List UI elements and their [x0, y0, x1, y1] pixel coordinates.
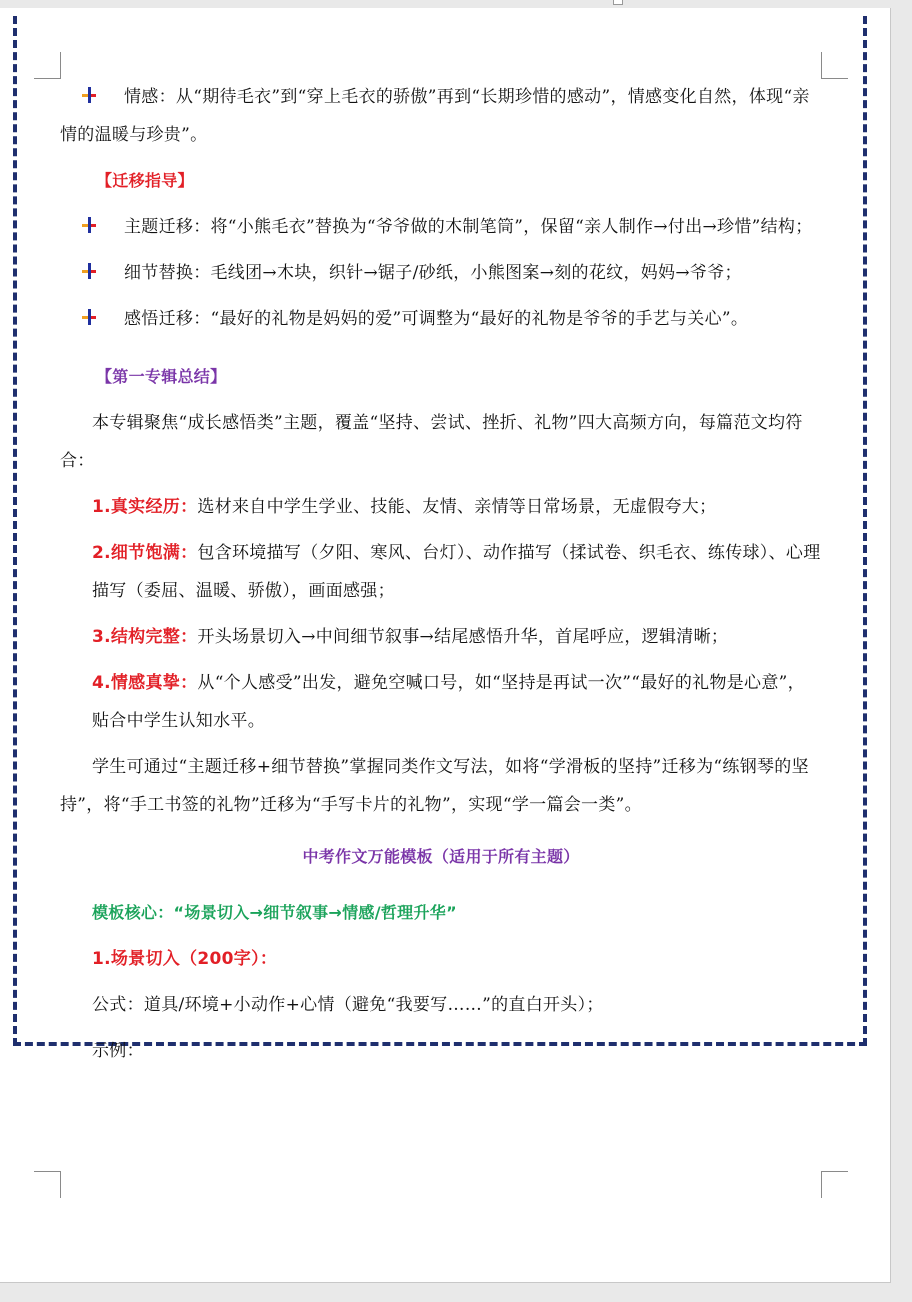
corner-mark-top-left: [34, 52, 61, 79]
summary-closing: 学生可通过“主题迁移+细节替换”掌握同类作文写法，如将“学滑板的坚持”迁移为“练钢琴的坚持”，将“手工书签的礼物”迁移为“手写卡片的礼物”，实现“学一篇会一类”。: [60, 757, 809, 815]
bullet-text: 情感：从“期待毛衣”到“穿上毛衣的骄傲”再到“长期珍惜的感动”，情感变化自然，体现“亲情的温暖与珍贵”。: [60, 87, 810, 145]
summary-point-label: 2.细节饱满：: [92, 543, 198, 563]
transfer-item: [60, 254, 822, 292]
summary-heading: 【第一专辑总结】: [96, 367, 227, 386]
template-title: 中考作文万能模板（适用于所有主题）: [302, 847, 580, 866]
template-formula: 公式：道具/环境+小动作+心情（避免“我要写……”的直白开头）；: [92, 995, 604, 1015]
summary-point-text: 包含环境描写（夕阳、寒风、台灯）、动作描写（揉试卷、织毛衣、练传球）、心理描写（委屈、温暖、骄傲），画面感强；: [92, 543, 821, 601]
bullet-paragraph: [60, 78, 822, 154]
corner-mark-top-right: [821, 52, 848, 79]
summary-point-text: 选材来自中学生学业、技能、友情、亲情等日常场景，无虚假夸大；: [197, 497, 717, 517]
corner-mark-bottom-left: [34, 1171, 61, 1198]
summary-point-text: 从“个人感受”出发，避免空喊口号，如“坚持是再试一次”“最好的礼物是心意”，贴合中学生认知水平。: [92, 673, 805, 731]
summary-intro: 本专辑聚焦“成长感悟类”主题，覆盖“坚持、尝试、挫折、礼物”四大高频方向，每篇范文均符合：: [60, 413, 803, 471]
transfer-heading: 【迁移指导】: [96, 171, 194, 190]
template-example: 示例：: [92, 1041, 144, 1061]
summary-point-label: 4.情感真挚：: [92, 673, 198, 693]
transfer-item: [60, 208, 822, 246]
document-page: [0, 8, 891, 1283]
transfer-item-text: 感悟迁移：“最好的礼物是妈妈的爱”可调整为“最好的礼物是爷爷的手艺与关心”。: [124, 309, 749, 329]
summary-point-label: 1.真实经历：: [92, 497, 198, 517]
pin-bullet-icon: [80, 308, 104, 326]
window-edge-marker: [613, 0, 623, 5]
summary-point-text: 开头场景切入→中间细节叙事→结尾感悟升华，首尾呼应，逻辑清晰；: [197, 627, 729, 647]
template-core: 模板核心：“场景切入→细节叙事→情感/哲理升华”: [92, 903, 457, 922]
template-step-heading: 1.场景切入（200字）：: [92, 949, 278, 969]
pin-bullet-icon: [80, 216, 104, 234]
transfer-item-text: 细节替换：毛线团→木块，织针→锯子/砂纸，小熊图案→刻的花纹，妈妈→爷爷；: [124, 263, 742, 283]
summary-point: [92, 664, 822, 740]
corner-mark-bottom-right: [821, 1171, 848, 1198]
summary-point: [92, 488, 822, 526]
summary-point: [92, 534, 822, 610]
transfer-item: [60, 300, 822, 338]
pin-bullet-icon: [80, 86, 104, 104]
summary-point: [92, 618, 822, 656]
transfer-item-text: 主题迁移：将“小熊毛衣”替换为“爷爷做的木制笔筒”，保留“亲人制作→付出→珍惜”结构；: [124, 217, 813, 237]
summary-point-label: 3.结构完整：: [92, 627, 198, 647]
document-body: [60, 78, 822, 1078]
pin-bullet-icon: [80, 262, 104, 280]
